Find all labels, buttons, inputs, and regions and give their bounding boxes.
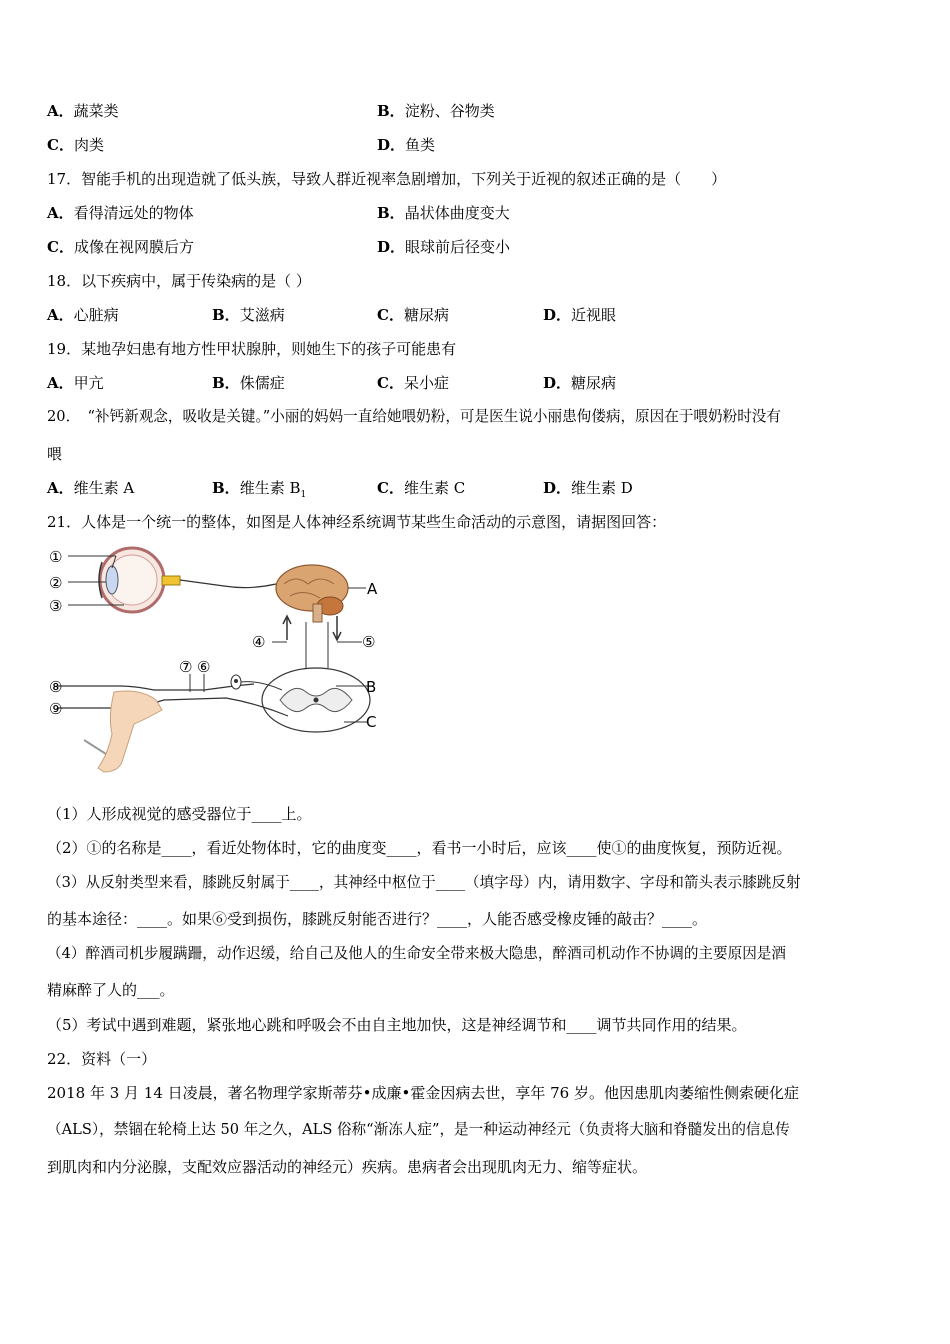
option-letter: B． — [377, 102, 405, 120]
q21-stem: 21．人体是一个统一的整体，如图是人体神经系统调节某些生命活动的示意图，请据图回答： — [47, 513, 667, 531]
q20-option-c — [377, 478, 465, 498]
label-7: ⑦ — [179, 658, 193, 676]
label-6: ⑥ — [197, 658, 211, 676]
q21-sub2: （2）①的名称是____，看近处物体时，它的曲度变____，看书一小时后，应该____使①的曲度恢复，预防近视。 — [47, 839, 792, 857]
option-text: 维生素 C — [403, 479, 466, 497]
option-text: 看得清远处的物体 — [73, 204, 194, 222]
option-letter: C． — [47, 136, 74, 154]
option-text: 侏儒症 — [239, 374, 285, 392]
option-letter: D． — [543, 479, 572, 497]
label-9: ⑨ — [49, 700, 63, 718]
option-text: 甲亢 — [73, 374, 104, 392]
option-text: 蔬菜类 — [73, 102, 119, 120]
q17-option-d — [377, 237, 510, 257]
option-text: 成像在视网膜后方 — [73, 238, 194, 256]
label-B: B — [366, 678, 377, 696]
option-text: 鱼类 — [405, 136, 436, 154]
q21-sub4-line2: 精麻醉了人的___。 — [47, 981, 175, 999]
q19-option-a — [47, 373, 104, 393]
option-text: 维生素 D — [571, 479, 633, 497]
q19-option-d — [543, 373, 616, 393]
option-letter: D． — [377, 136, 406, 154]
q18-option-d — [543, 305, 616, 325]
label-C: C — [366, 713, 377, 731]
option-letter: A． — [47, 306, 74, 324]
option-letter: A． — [47, 479, 74, 497]
label-3: ③ — [49, 597, 63, 615]
option-text: 维生素 A — [73, 479, 135, 497]
q18-stem: 18．以下疾病中，属于传染病的是（ ） — [47, 272, 311, 290]
option-letter: B． — [212, 479, 240, 497]
option-text: 呆小症 — [403, 374, 449, 392]
q21-sub3-line1: （3）从反射类型来看，膝跳反射属于____，其神经中枢位于____（填字母）内，请用数字、字母和箭头表示膝跳反射 — [47, 874, 801, 891]
option-text: 淀粉、谷物类 — [404, 102, 495, 120]
option-letter: B． — [212, 306, 240, 324]
eyeball-illustration — [99, 548, 180, 612]
option-text: 维生素 B — [239, 479, 301, 497]
option-letter: C． — [377, 306, 404, 324]
q17-option-b — [377, 203, 510, 223]
nervous-system-diagram — [44, 540, 389, 780]
q17-stem: 17．智能手机的出现造就了低头族，导致人群近视率急剧增加，下列关于近视的叙述正确的是（ ） — [47, 170, 727, 188]
brain-illustration — [276, 565, 348, 622]
option-letter: A． — [47, 204, 74, 222]
q18-option-b — [212, 305, 285, 325]
option-letter: C． — [47, 238, 74, 256]
label-4: ④ — [252, 633, 266, 651]
leg-illustration — [84, 691, 162, 772]
q20-option-b — [212, 478, 306, 505]
option-text: 肉类 — [73, 136, 104, 154]
option-letter: B． — [212, 374, 240, 392]
option-text: 近视眼 — [571, 306, 617, 324]
q16-option-d — [377, 135, 435, 155]
option-letter: B． — [377, 204, 405, 222]
label-2: ② — [49, 574, 63, 592]
q19-option-b — [212, 373, 285, 393]
option-letter: D． — [377, 238, 406, 256]
q21-sub5: （5）考试中遇到难题，紧张地心跳和呼吸会不由自主地加快，这是神经调节和____调节共同作用的结果。 — [47, 1016, 747, 1034]
label-8: ⑧ — [49, 678, 63, 696]
option-text: 糖尿病 — [571, 374, 617, 392]
q21-sub1: （1）人形成视觉的感受器位于____上。 — [47, 805, 312, 823]
q22-heading: 22．资料（一） — [47, 1050, 157, 1068]
option-letter: C． — [377, 374, 404, 392]
option-letter: D． — [543, 306, 572, 324]
label-1: ① — [49, 548, 63, 566]
q17-option-a — [47, 203, 194, 223]
option-text: 眼球前后径变小 — [405, 238, 511, 256]
option-subscript: 1 — [300, 490, 307, 500]
q16-option-a — [47, 101, 119, 121]
q16-option-c — [47, 135, 104, 155]
q19-option-c — [377, 373, 449, 393]
option-text: 心脏病 — [73, 306, 119, 324]
q20-option-a — [47, 478, 134, 498]
label-A: A — [367, 580, 378, 598]
q22-paragraph-line1: 2018 年 3 月 14 日凌晨，著名物理学家斯蒂芬•成廉•霍金因病去世，享年 76 岁。他因患肌肉萎缩性侧索硬化症 — [47, 1084, 799, 1102]
q21-sub3-line2: 的基本途径：____。如果⑥受到损伤，膝跳反射能否进行？____，人能否感受橡皮锤的敲击？____。 — [47, 910, 708, 928]
label-5: ⑤ — [362, 633, 376, 651]
option-letter: A． — [47, 374, 74, 392]
q16-option-b — [377, 101, 495, 121]
q19-stem: 19．某地孕妇患有地方性甲状腺肿，则她生下的孩子可能患有 — [47, 340, 457, 358]
option-text: 艾滋病 — [239, 306, 285, 324]
option-text: 晶状体曲度变大 — [404, 204, 510, 222]
q20-stem-line2: 喂 — [47, 445, 63, 463]
option-text: 糖尿病 — [403, 306, 449, 324]
option-letter: A． — [47, 102, 74, 120]
q20-option-d — [543, 478, 633, 498]
q22-paragraph-line2: （ALS），禁锢在轮椅上达 50 年之久，ALS 俗称“渐冻人症”，是一种运动神经元（负责将大脑和脊髓发出的信息传 — [47, 1121, 790, 1138]
q21-sub4-line1: （4）醉酒司机步履蹒跚，动作迟缓，给自己及他人的生命安全带来极大隐患，醉酒司机动作不协调的主要原因是酒 — [47, 945, 786, 962]
q17-option-c — [47, 237, 194, 257]
option-letter: D． — [543, 374, 572, 392]
option-letter: C． — [377, 479, 404, 497]
q22-paragraph-line3: 到肌肉和内分泌腺，支配效应器活动的神经元）疾病。患病者会出现肌肉无力、缩等症状。 — [47, 1158, 648, 1176]
q20-stem-line1: 20． “补钙新观念，吸收是关键。”小丽的妈妈一直给她喂奶粉，可是医生说小丽患佝偻病，原因在于喂奶粉时没有 — [47, 408, 781, 425]
q18-option-a — [47, 305, 119, 325]
q18-option-c — [377, 305, 449, 325]
